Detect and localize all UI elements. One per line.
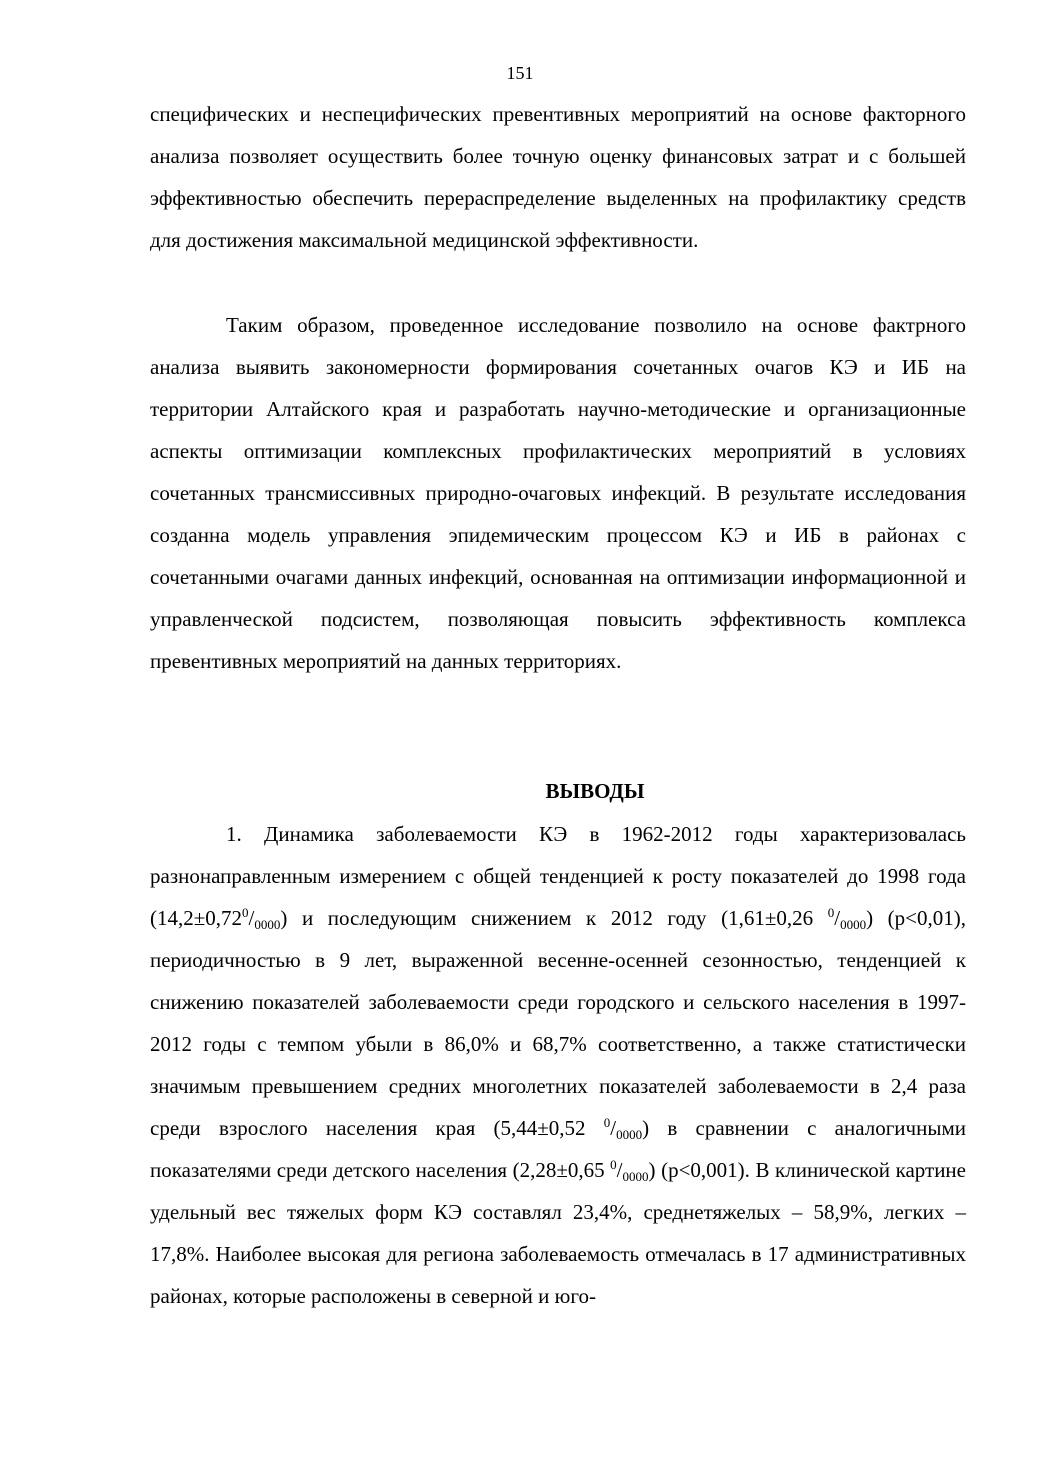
per-hundred-thousand-sup: 0 (827, 905, 835, 920)
text-run: ) и последующим снижением к 2012 году (1,61±0,26 (280, 906, 828, 930)
paragraph-text: Таким образом, проведенное исследование позволило на основе фактрного анализа выявить закономерности формирования сочетанных очагов КЭ и ИБ на территории Алтайского края и разработать научно-методические и организационные аспекты оптимизации комплексных профилактических мероприятий в условиях сочетанных трансмиссивных природно-очаговых инфекций. В результате исследования созданна модель управления эпидемическим процессом КЭ и ИБ в районах с сочетанными очагами данных инфекций, основанная на оптимизации информационной и управленческой подсистем, позволяющая повысить эффективность комплекса превентивных мероприятий на данных территориях. (150, 313, 966, 673)
per-hundred-thousand-slash: / (610, 1116, 617, 1140)
per-hundred-thousand-slash: / (616, 1158, 623, 1182)
per-hundred-thousand-sub: 0000 (622, 1169, 649, 1184)
per-hundred-thousand-sup: 0 (603, 1115, 611, 1130)
text-run: ) (p<0,001). В клинической картине удельный вес тяжелых форм КЭ составлял 23,4%, среднетяжелых – 58,9%, легких – 17,8%. Наиболее высокая для региона заболеваемость отмечалась в 17 административных районах, которые расположены в северной и юго- (150, 1158, 966, 1308)
paragraph-summary (150, 304, 966, 682)
text-run: ) в сравнении с аналогичными показателями среди детского населения (2,28±0,65 (150, 1116, 966, 1182)
per-hundred-thousand-sub: 0000 (616, 1127, 643, 1142)
conclusion-text (150, 813, 966, 1317)
per-hundred-thousand-sup: 0 (610, 1157, 617, 1172)
paragraph-text: специфических и неспецифических превентивных мероприятий на основе факторного анализа позволяет осуществить более точную оценку финансовых затрат и с большей эффективностью обеспечить перераспределение выделенных на профилактику средств для достижения максимальной медицинской эффективности. (150, 102, 966, 252)
conclusion-item-1 (150, 813, 966, 1317)
paragraph-continued (150, 93, 966, 261)
per-hundred-thousand-slash: / (834, 906, 841, 930)
per-hundred-thousand-sub: 0000 (254, 917, 281, 932)
text-run: ) (p<0,01), периодичностью в 9 лет, выраженной весенне-осенней сезонностью, тенденцией к снижению показателей заболеваемости среди городского и сельского населения в 1997-2012 годы с темпом убыли в 86,0% и 68,7% соответственно, а также статистически значимым превышением средних многолетних показателей заболеваемости в 2,4 раза среди взрослого населения края (5,44±0,52 (150, 906, 966, 1140)
section-heading-conclusions: ВЫВОДЫ (545, 779, 645, 803)
per-hundred-thousand-slash: / (248, 906, 255, 930)
page-number: 151 (506, 63, 534, 83)
per-hundred-thousand-sup: 0 (242, 905, 249, 920)
per-hundred-thousand-sub: 0000 (840, 917, 867, 932)
text-run: 1. Динамика заболеваемости КЭ в 1962-2012 годы характеризовалась разнонаправленным измерением с общей тенденцией к росту показателей до 1998 года (14,2±0,72 (150, 822, 966, 930)
